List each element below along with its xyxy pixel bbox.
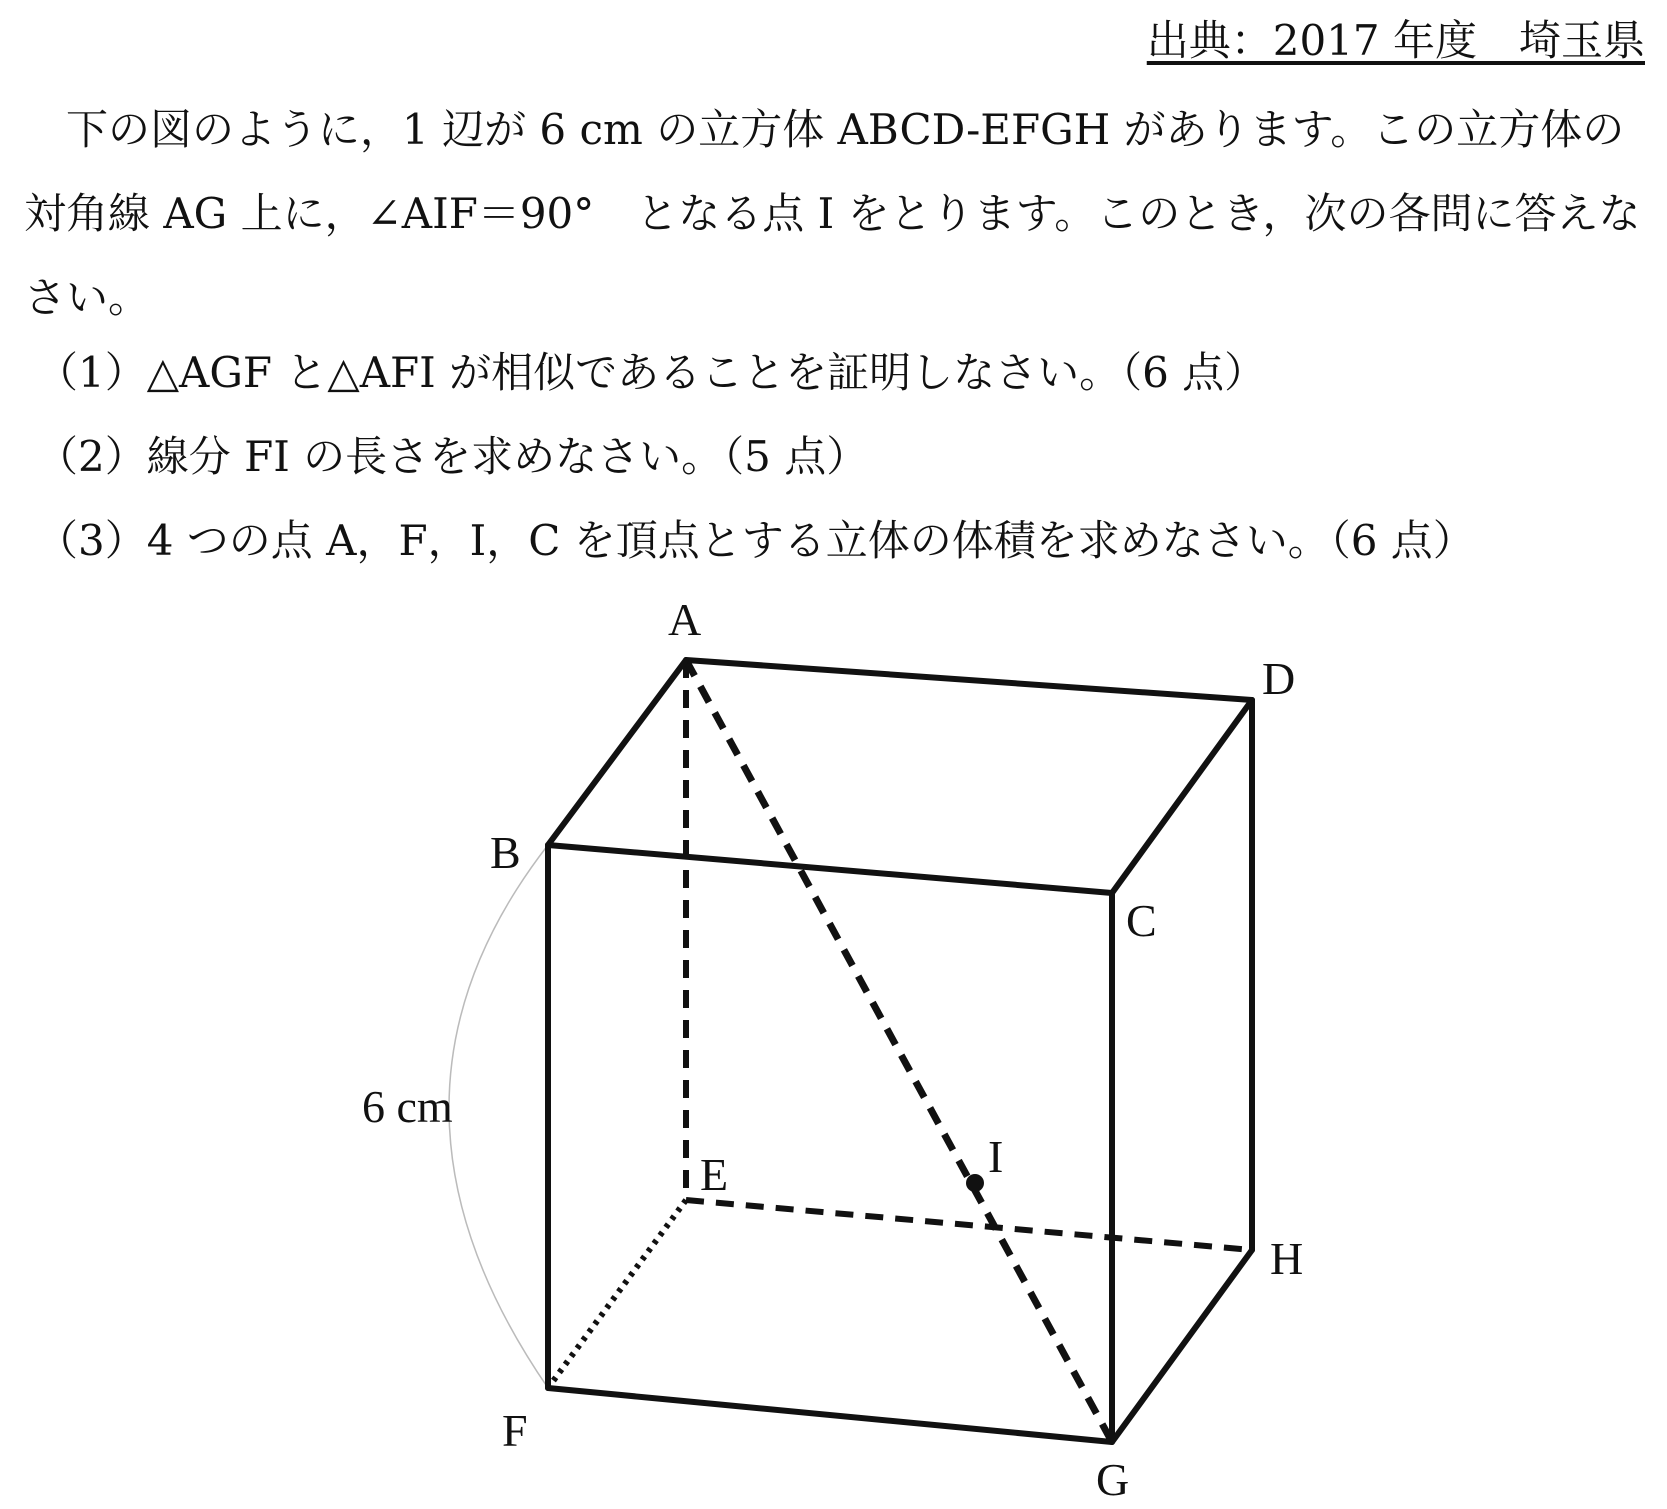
visible-edges xyxy=(548,660,1252,1442)
label-A: A xyxy=(668,594,702,645)
point-I-marker xyxy=(966,1174,984,1192)
problem-intro: 下の図のように，1 辺が 6 cm の立方体 ABCD-EFGH があります。この立方体の対角線 AG 上に，∠AIF＝90° となる点 I をとります。このとき，次の各問に答えなさい。 xyxy=(24,105,1641,322)
edge-FG xyxy=(548,1388,1112,1442)
edge-DC xyxy=(1112,700,1252,893)
edge-EF xyxy=(548,1200,686,1388)
edge-EH xyxy=(686,1200,1252,1250)
edge-GH xyxy=(1112,1250,1252,1442)
label-B: B xyxy=(490,827,521,878)
edge-AB xyxy=(548,660,686,845)
source-citation: 出典：2017 年度 埼玉県 xyxy=(1146,16,1645,65)
label-D: D xyxy=(1262,653,1296,704)
edge-length-arc xyxy=(449,845,548,1388)
edge-length-label: 6 cm xyxy=(362,1081,453,1132)
label-E: E xyxy=(700,1149,729,1200)
label-H: H xyxy=(1270,1233,1304,1284)
label-F: F xyxy=(502,1405,528,1456)
label-C: C xyxy=(1126,895,1157,946)
question-1: （1）△AGF と△AFI が相似であることを証明しなさい。（6 点） xyxy=(36,348,1267,397)
edge-BC xyxy=(548,845,1112,893)
diagonal-AG xyxy=(686,660,1112,1442)
edge-AD xyxy=(686,660,1252,700)
label-I: I xyxy=(988,1131,1004,1182)
question-3: （3）4 つの点 A，F，I，C を頂点とする立体の体積を求めなさい。（6 点） xyxy=(36,516,1475,565)
label-G: G xyxy=(1096,1454,1130,1505)
question-2: （2）線分 FI の長さを求めなさい。（5 点） xyxy=(36,432,869,481)
